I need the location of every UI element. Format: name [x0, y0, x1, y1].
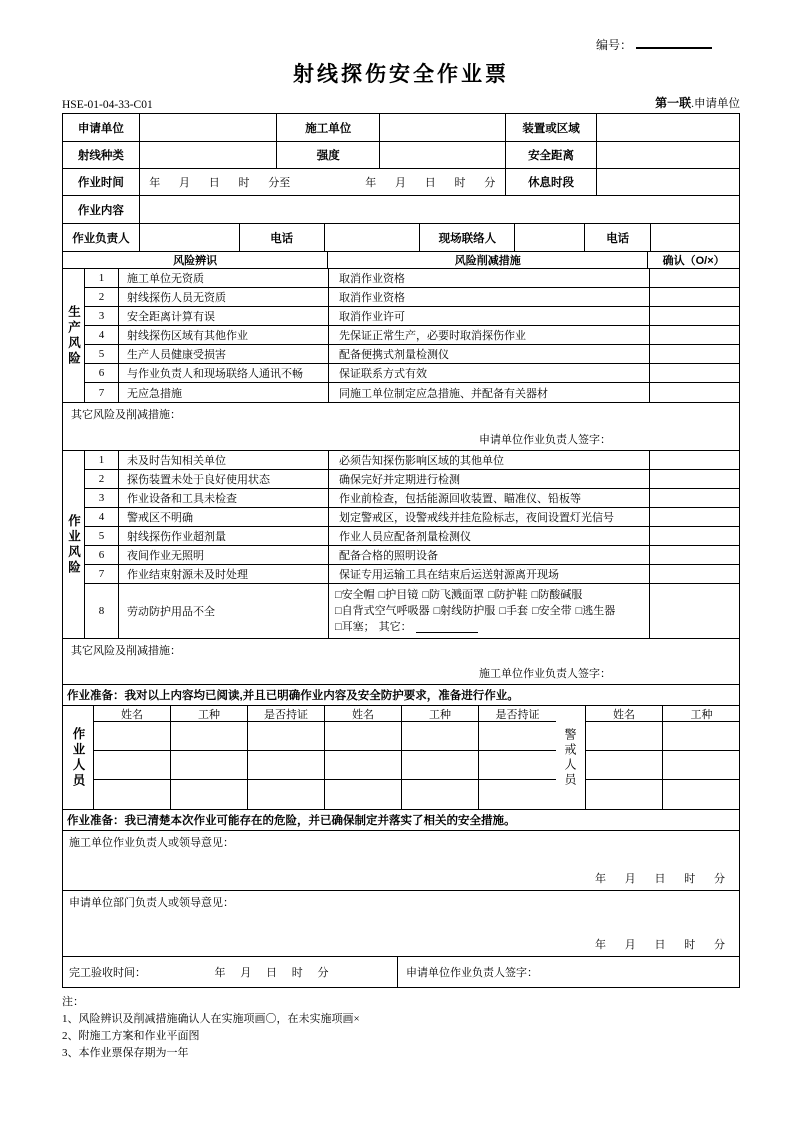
row-number: 2 [85, 470, 119, 488]
worker-trade-cell[interactable] [402, 780, 479, 809]
phone2-field[interactable] [651, 224, 739, 251]
page-title: 射线探伤安全作业票 [293, 63, 509, 86]
ppe-checkbox[interactable]: □防护鞋 [487, 589, 528, 601]
production-risk-row [85, 307, 740, 326]
production-other-risks[interactable] [63, 403, 739, 451]
workers-label: 作业人员 [63, 706, 94, 809]
apply-leader-signature-label: 申请单位作业负责人签字： [479, 434, 611, 446]
measure-text: 保证联系方式有效 [329, 364, 650, 382]
guards-label: 警戒人员 [556, 706, 586, 809]
risk-measures-header: 风险削减措施 [328, 252, 648, 268]
work-time-label: 作业时间 [63, 169, 140, 195]
permit-number-label: 编号： [595, 38, 632, 52]
confirm-cell[interactable] [650, 527, 740, 545]
measure-text: 作业前检查，包括能源回收装置、瞄准仪、铅板等 [329, 489, 650, 507]
operation-risk-row [85, 565, 740, 584]
guards-header-row [586, 706, 740, 722]
phone2-label: 电话 [585, 224, 651, 251]
personnel-table [63, 706, 739, 810]
col-header-trade: 工种 [171, 706, 248, 721]
worker-name-cell[interactable] [325, 780, 402, 809]
operation-other-risks[interactable] [63, 639, 739, 685]
row-number: 4 [85, 508, 119, 526]
row-number: 7 [85, 383, 119, 402]
risk-text: 作业结束射源未及时处理 [119, 565, 329, 583]
construction-opinion-label: 施工单位作业负责人或领导意见： [69, 837, 234, 849]
device-area-label: 装置或区域 [506, 114, 598, 141]
confirm-cell[interactable] [650, 364, 740, 382]
row-number: 4 [85, 326, 119, 344]
confirm-cell[interactable] [650, 489, 740, 507]
ray-type-field[interactable] [140, 142, 278, 168]
row-number: 2 [85, 288, 119, 306]
row-number: 5 [85, 345, 119, 363]
ppe-checkbox[interactable]: □逃生器 [575, 605, 616, 617]
ppe-checkbox[interactable]: □防酸碱服 [531, 589, 583, 601]
confirm-cell[interactable] [650, 508, 740, 526]
operation-risk-row [85, 527, 740, 546]
worker-name-cell[interactable] [94, 751, 171, 779]
risk-text: 劳动防护用品不全 [119, 584, 329, 638]
permit-table [62, 113, 740, 988]
col-header-certified: 是否持证 [248, 706, 325, 721]
risk-text: 探伤装置未处于良好使用状态 [119, 470, 329, 488]
copy-label [655, 94, 740, 111]
other-risks-label: 其它风险及削减措施： [71, 645, 181, 657]
operation-risk-label: 作业风险 [63, 451, 85, 638]
measure-text: 配备便携式剂量检测仪 [329, 345, 650, 363]
operation-risk-row-ppe [85, 584, 740, 638]
risk-text: 夜间作业无照明 [119, 546, 329, 564]
operation-risk-row [85, 546, 740, 565]
risk-text: 安全距离计算有误 [119, 307, 329, 325]
risk-text: 未及时告知相关单位 [119, 451, 329, 469]
ppe-checkbox[interactable]: □安全带 [531, 605, 572, 617]
rest-period-field[interactable] [597, 169, 739, 195]
worker-cert-cell[interactable] [479, 722, 556, 750]
operation-risk-group [63, 451, 739, 639]
copy-label-bold: 第一联 [655, 96, 692, 110]
confirm-cell[interactable] [650, 565, 740, 583]
safe-distance-field[interactable] [597, 142, 739, 168]
permit-number-row [62, 36, 740, 56]
worker-trade-cell[interactable] [402, 722, 479, 750]
guard-name-cell[interactable] [586, 722, 663, 750]
copy-label-rest: .申请单位 [691, 98, 740, 110]
row-number: 6 [85, 364, 119, 382]
row-number: 1 [85, 451, 119, 469]
row-number: 6 [85, 546, 119, 564]
apply-opinion-date[interactable]: 年 月 日 时 分 [595, 939, 725, 951]
ppe-other-label: 其它： [378, 621, 412, 633]
construction-unit-label: 施工单位 [277, 114, 380, 141]
work-time-field[interactable]: 年 月 日 时 分至 年 月 日 时 分 [140, 169, 506, 195]
info-row-time [63, 169, 739, 196]
phone1-field[interactable] [325, 224, 421, 251]
measure-text: 必须告知探伤影响区域的其他单位 [329, 451, 650, 469]
guard-name-cell[interactable] [586, 751, 663, 779]
row-number: 7 [85, 565, 119, 583]
risk-text: 与作业负责人和现场联络人通讯不畅 [119, 364, 329, 382]
production-risk-label: 生产风险 [63, 269, 85, 402]
site-contact-field[interactable] [515, 224, 585, 251]
footnote-item: 3、本作业票保存期为一年 [62, 1047, 189, 1059]
apply-opinion-label: 申请单位部门负责人或领导意见： [69, 897, 234, 909]
safe-distance-label: 安全距离 [506, 142, 598, 168]
permit-number-blank[interactable] [636, 46, 712, 49]
risk-text: 警戒区不明确 [119, 508, 329, 526]
worker-trade-cell[interactable] [171, 722, 248, 750]
risk-text: 射线探伤区域有其他作业 [119, 326, 329, 344]
measure-text: 取消作业资格 [329, 288, 650, 306]
measure-text: 划定警戒区，设警戒线并挂危险标志，夜间设置灯光信号 [329, 508, 650, 526]
work-preparation-statement-1: 作业准备：我对以上内容均已阅读,并且已明确作业内容及安全防护要求，准备进行作业。 [63, 685, 739, 706]
production-risk-group [63, 269, 739, 403]
measure-text: 取消作业许可 [329, 307, 650, 325]
worker-trade-cell[interactable] [171, 780, 248, 809]
guard-trade-cell[interactable] [663, 722, 740, 750]
production-risk-row [85, 345, 740, 364]
work-preparation-statement-2: 作业准备：我已清楚本次作业可能存在的危险，并已确保制定并落实了相关的安全措施。 [63, 810, 739, 831]
confirm-cell[interactable] [650, 269, 740, 287]
footnote-item: 2、附施工方案和作业平面图 [62, 1030, 200, 1042]
measure-text: 作业人员应配备剂量检测仪 [329, 527, 650, 545]
ppe-checkbox[interactable]: □耳塞； [335, 621, 375, 633]
risk-table-header [63, 252, 739, 269]
info-row-content [63, 196, 739, 224]
risk-identify-header: 风险辨识 [63, 252, 328, 268]
confirm-cell[interactable] [650, 345, 740, 363]
confirm-cell[interactable] [650, 584, 740, 638]
construction-leader-opinion[interactable] [63, 831, 739, 891]
guard-row [586, 780, 740, 809]
row-number: 8 [85, 584, 119, 638]
subheader [62, 94, 740, 111]
row-number: 3 [85, 489, 119, 507]
worker-trade-cell[interactable] [171, 751, 248, 779]
apply-unit-label: 申请单位 [63, 114, 140, 141]
production-risk-row [85, 364, 740, 383]
ppe-checkbox[interactable]: □射线防护服 [433, 605, 496, 617]
guard-name-cell[interactable] [586, 780, 663, 809]
completion-time-cell[interactable] [63, 957, 398, 987]
doc-code: HSE-01-04-33-C01 [62, 99, 153, 111]
worker-trade-cell[interactable] [402, 751, 479, 779]
confirm-cell[interactable] [650, 307, 740, 325]
risk-text: 射线探伤作业超剂量 [119, 527, 329, 545]
worker-cert-cell[interactable] [479, 780, 556, 809]
info-row-units [63, 114, 739, 142]
risk-confirm-header: 确认（O/×） [662, 255, 725, 267]
construction-leader-signature-label: 施工单位作业负责人签字： [479, 668, 611, 680]
worker-cert-cell[interactable] [248, 751, 325, 779]
workers-header-row [94, 706, 556, 722]
guard-row [586, 722, 740, 751]
measure-text: 同施工单位制定应急措施、并配备有关器材 [329, 383, 650, 402]
worker-cert-cell[interactable] [479, 751, 556, 779]
row-number: 1 [85, 269, 119, 287]
confirm-cell[interactable] [650, 383, 740, 402]
work-content-label: 作业内容 [63, 196, 140, 223]
work-content-field[interactable] [140, 196, 739, 223]
intensity-field[interactable] [380, 142, 506, 168]
other-risks-label: 其它风险及削减措施： [71, 409, 181, 421]
ppe-checkbox-list [329, 584, 650, 638]
operation-risk-row [85, 489, 740, 508]
risk-text: 施工单位无资质 [119, 269, 329, 287]
worker-row [94, 751, 556, 780]
ray-type-label: 射线种类 [63, 142, 140, 168]
construction-unit-field[interactable] [380, 114, 506, 141]
guard-row [586, 751, 740, 780]
worker-name-cell[interactable] [94, 722, 171, 750]
production-risk-row [85, 269, 740, 288]
production-risk-row [85, 383, 740, 402]
work-leader-field[interactable] [140, 224, 240, 251]
footnote-item: 1、风险辨识及削减措施确认人在实施项画〇，在未实施项画× [62, 1013, 360, 1025]
apply-department-opinion[interactable] [63, 891, 739, 957]
production-risk-row [85, 326, 740, 345]
worker-row [94, 722, 556, 751]
col-header-trade: 工种 [402, 706, 479, 721]
worker-name-cell[interactable] [325, 722, 402, 750]
operation-risk-row [85, 508, 740, 527]
device-area-field[interactable] [597, 114, 739, 141]
construction-opinion-date[interactable]: 年 月 日 时 分 [595, 873, 725, 885]
row-number: 5 [85, 527, 119, 545]
ppe-other-blank[interactable] [416, 621, 478, 633]
risk-text: 作业设备和工具未检查 [119, 489, 329, 507]
confirm-cell[interactable] [650, 470, 740, 488]
confirm-cell[interactable] [650, 288, 740, 306]
risk-text: 生产人员健康受损害 [119, 345, 329, 363]
worker-row [94, 780, 556, 809]
row-number: 3 [85, 307, 119, 325]
col-header-certified: 是否持证 [495, 708, 540, 721]
worker-name-cell[interactable] [325, 751, 402, 779]
confirm-cell[interactable] [650, 326, 740, 344]
worker-name-cell[interactable] [94, 780, 171, 809]
confirm-cell[interactable] [650, 451, 740, 469]
info-row-persons [63, 224, 739, 252]
apply-unit-field[interactable] [140, 114, 278, 141]
guard-trade-cell[interactable] [663, 751, 740, 779]
phone1-label: 电话 [240, 224, 325, 251]
footnote-title: 注： [62, 996, 84, 1008]
guard-trade-cell[interactable] [663, 780, 740, 809]
info-row-ray [63, 142, 739, 169]
col-header-name: 姓名 [94, 706, 171, 721]
site-contact-label: 现场联络人 [420, 224, 515, 251]
intensity-label: 强度 [277, 142, 380, 168]
operation-risk-row [85, 451, 740, 470]
ppe-checkbox[interactable]: □自背式空气呼吸器 [335, 605, 430, 617]
measure-text: 先保证正常生产，必要时取消探伤作业 [329, 326, 650, 344]
completion-time-label: 完工验收时间： [69, 967, 146, 979]
worker-cert-cell[interactable] [248, 780, 325, 809]
ppe-checkbox[interactable]: □护目镜 [378, 589, 419, 601]
measure-text: 确保完好并定期进行检测 [329, 470, 650, 488]
production-risk-row [85, 288, 740, 307]
operation-risk-row [85, 470, 740, 489]
final-signature-cell[interactable] [398, 957, 739, 987]
col-header-name: 姓名 [325, 706, 402, 721]
measure-text: 配备合格的照明设备 [329, 546, 650, 564]
risk-text: 无应急措施 [119, 383, 329, 402]
ppe-checkbox[interactable]: □手套 [499, 605, 528, 617]
risk-text: 射线探伤人员无资质 [119, 288, 329, 306]
completion-date[interactable]: 年 月 日 时 分 [214, 967, 329, 979]
ppe-checkbox[interactable]: □防飞溅面罩 [422, 589, 484, 601]
completion-row [63, 957, 739, 987]
col-header-trade: 工种 [690, 708, 713, 721]
ppe-checkbox[interactable]: □安全帽 [335, 589, 375, 601]
work-leader-label: 作业负责人 [63, 224, 140, 251]
measure-text: 保证专用运输工具在结束后运送射源离开现场 [329, 565, 650, 583]
col-header-name: 姓名 [586, 706, 663, 721]
footnotes [62, 994, 740, 1062]
worker-cert-cell[interactable] [248, 722, 325, 750]
rest-period-label: 休息时段 [506, 169, 598, 195]
final-signature-label: 申请单位作业负责人签字： [406, 967, 538, 979]
confirm-cell[interactable] [650, 546, 740, 564]
measure-text: 取消作业资格 [329, 269, 650, 287]
